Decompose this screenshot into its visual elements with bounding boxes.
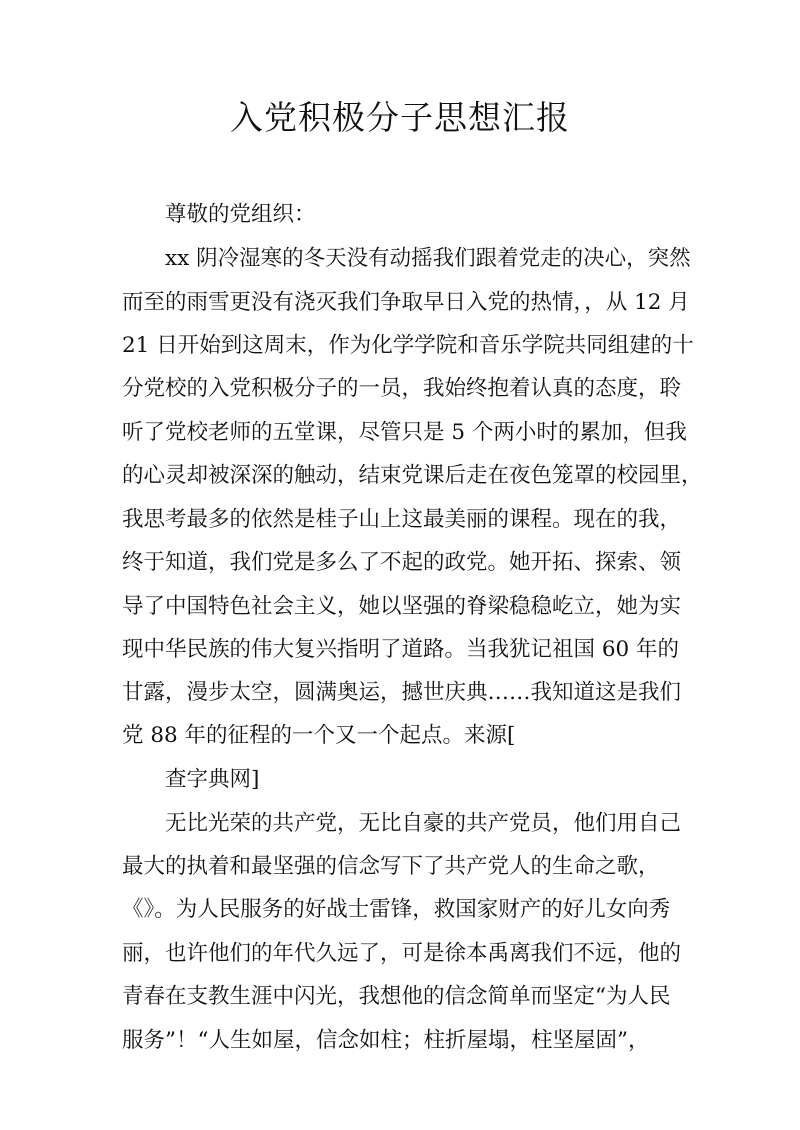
body-line: 导了中国特色社会主义，她以坚强的脊梁稳稳屹立，她为实 — [122, 594, 682, 619]
body-line: 听了党校老师的五堂课，尽管只是 5 个两小时的累加，但我 — [122, 420, 687, 445]
body-line: 的心灵却被深深的触动，结束党课后走在夜色笼罩的校园里， — [122, 463, 703, 488]
body-line: 最大的执着和最坚强的信念写下了共产党人的生命之歌， — [122, 854, 660, 879]
body-line: 查字典网] — [165, 767, 260, 792]
body-line: xx 阴冷湿寒的冬天没有动摇我们跟着党走的决心，突然 — [165, 246, 691, 271]
body-line: 21 日开始到这周末，作为化学学院和音乐学院共同组建的十 — [122, 333, 694, 358]
body-line: 我思考最多的依然是桂子山上这最美丽的课程。现在的我， — [122, 507, 682, 532]
body-line: 丽，也许他们的年代久远了，可是徐本禹离我们不远，他的 — [122, 941, 682, 966]
body-line: 《》。为人民服务的好战士雷锋，救国家财产的好儿女向秀 — [122, 897, 671, 922]
body-line: 党 88 年的征程的一个又一个起点。来源[ — [122, 723, 516, 748]
body-line: 分党校的入党积极分子的一员，我始终抱着认真的态度，聆 — [122, 376, 682, 401]
document-title: 入党积极分子思想汇报 — [230, 98, 570, 137]
body-line: 无比光荣的共产党，无比自豪的共产党员，他们用自己 — [165, 811, 682, 836]
body-line: 青春在支教生涯中闪光，我想他的信念简单而坚定“为人民 — [122, 984, 671, 1009]
salutation: 尊敬的党组织： — [165, 202, 316, 227]
body-line: 现中华民族的伟大复兴指明了道路。当我犹记祖国 60 年的 — [122, 637, 680, 662]
body-line: 终于知道，我们党是多么了不起的政党。她开拓、探索、领 — [122, 550, 682, 575]
body-line: 甘露，漫步太空，圆满奥运，撼世庆典……我知道这是我们 — [122, 680, 682, 705]
body-line: 服务”！“人生如屋，信念如柱；柱折屋塌，柱坚屋固”， — [122, 1028, 650, 1053]
body-line: 而至的雨雪更没有浇灭我们争取早日入党的热情，，从 12 月 — [122, 290, 690, 315]
